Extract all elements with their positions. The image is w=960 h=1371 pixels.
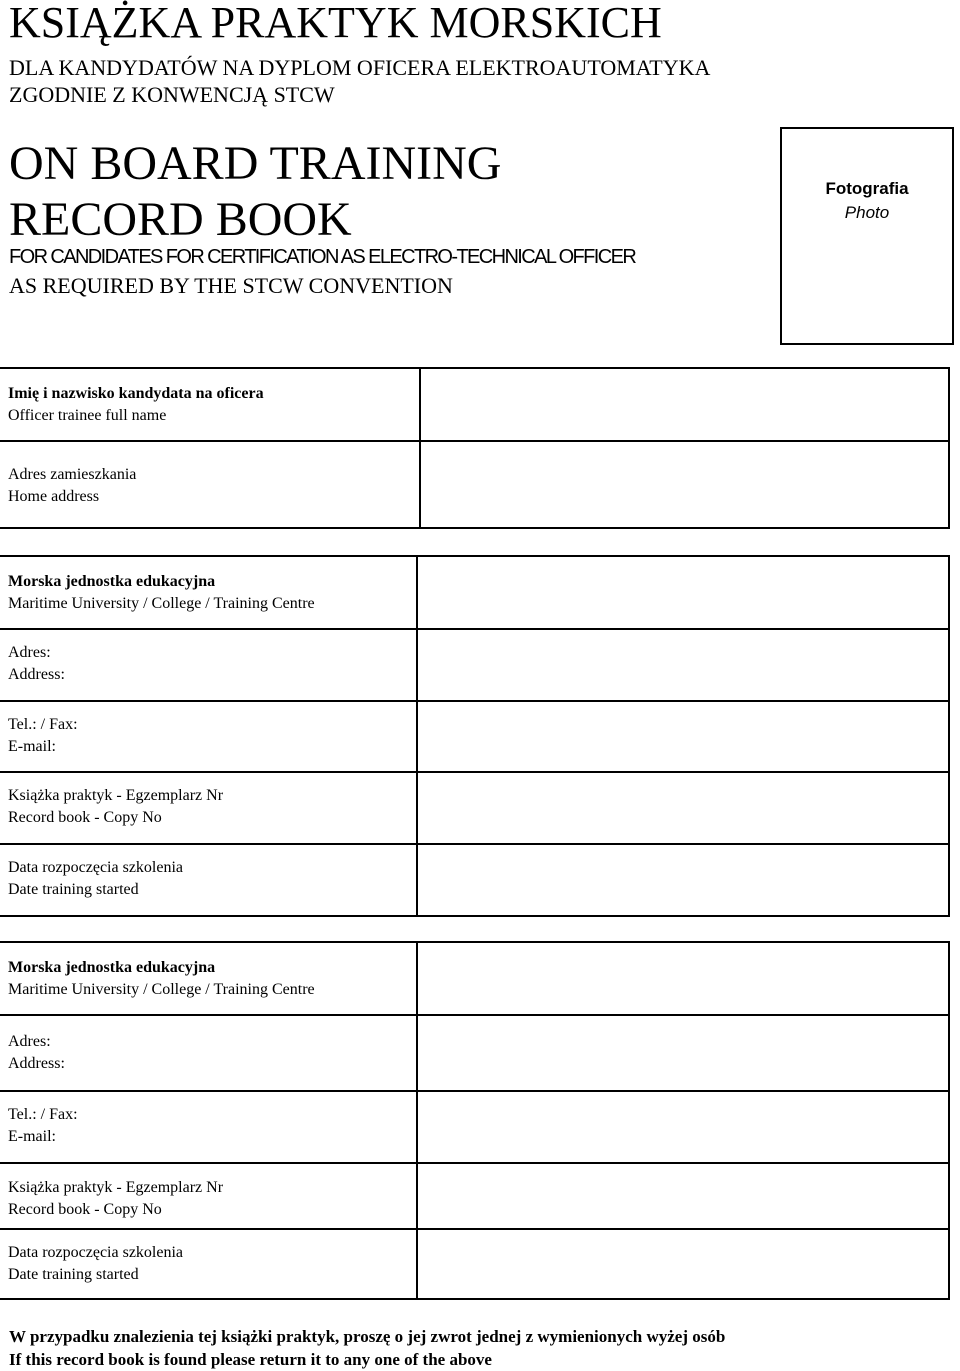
inst1-unit-field[interactable] xyxy=(417,556,949,629)
inst2-copy-label-en: Record book - Copy No xyxy=(8,1201,162,1218)
subtitle-polish-line-1: DLA KANDYDATÓW NA DYPLOM OFICERA ELEKTROAUTOMATYKA xyxy=(9,55,711,80)
trainee-name-label-cell xyxy=(0,368,420,441)
inst1-address-label-pl: Adres: xyxy=(8,644,51,661)
return-notice-en: If this record book is found please return it to any one of the above xyxy=(9,1350,492,1369)
home-address-field[interactable] xyxy=(420,441,949,528)
inst1-tel-label: Tel.: / Fax: xyxy=(8,716,78,733)
inst2-address-label-cell xyxy=(0,1015,417,1091)
inst2-unit-label-en: Maritime University / College / Training Centre xyxy=(8,981,315,998)
inst2-date-field[interactable] xyxy=(417,1229,949,1299)
title-english-line-1: ON BOARD TRAINING xyxy=(9,137,502,190)
subtitle-english-line-2: AS REQUIRED BY THE STCW CONVENTION xyxy=(9,273,453,298)
inst1-date-field[interactable] xyxy=(417,844,949,916)
title-polish: KSIĄŻKA PRAKTYK MORSKICH xyxy=(9,0,662,47)
inst2-address-field[interactable] xyxy=(417,1015,949,1091)
inst2-copy-label-pl: Książka praktyk - Egzemplarz Nr xyxy=(8,1179,224,1196)
trainee-table xyxy=(0,367,950,529)
subtitle-polish xyxy=(9,54,710,108)
inst1-date-label-cell xyxy=(0,844,417,916)
inst2-date-label-cell xyxy=(0,1229,417,1299)
inst2-unit-label-cell xyxy=(0,942,417,1015)
inst1-unit-label-en: Maritime University / College / Training Centre xyxy=(8,595,315,612)
inst1-address-label-en: Address: xyxy=(8,666,65,683)
photo-label-polish: Fotografia xyxy=(825,179,909,198)
inst1-address-label-cell xyxy=(0,629,417,701)
inst2-email-label: E-mail: xyxy=(8,1128,56,1145)
inst1-email-label: E-mail: xyxy=(8,738,56,755)
inst2-copy-field[interactable] xyxy=(417,1163,949,1229)
inst1-contact-field[interactable] xyxy=(417,701,949,772)
inst1-unit-label-pl: Morska jednostka edukacyjna xyxy=(8,573,216,590)
return-notice-pl: W przypadku znalezienia tej książki praktyk, proszę o jej zwrot jednej z wymienionych wyżej osób xyxy=(9,1327,726,1346)
inst1-date-label-en: Date training started xyxy=(8,881,139,898)
inst1-date-label-pl: Data rozpoczęcia szkolenia xyxy=(8,859,184,876)
home-address-label-pl: Adres zamieszkania xyxy=(8,466,137,483)
inst2-contact-label-cell xyxy=(0,1091,417,1163)
inst2-unit-label-pl: Morska jednostka edukacyjna xyxy=(8,959,216,976)
inst2-date-label-pl: Data rozpoczęcia szkolenia xyxy=(8,1244,184,1261)
inst1-unit-label-cell xyxy=(0,556,417,629)
photo-label-english: Photo xyxy=(844,203,890,222)
trainee-name-label-en: Officer trainee full name xyxy=(8,407,167,424)
title-english xyxy=(9,136,501,248)
inst1-copy-label-en: Record book - Copy No xyxy=(8,809,162,826)
institution-2-table xyxy=(0,941,950,1300)
inst2-address-label-pl: Adres: xyxy=(8,1033,51,1050)
trainee-name-field[interactable] xyxy=(420,368,949,441)
return-notice xyxy=(9,1325,725,1371)
institution-1-table xyxy=(0,555,950,917)
inst1-copy-field[interactable] xyxy=(417,772,949,844)
title-english-line-2: RECORD BOOK xyxy=(9,193,352,246)
inst1-contact-label-cell xyxy=(0,701,417,772)
subtitle-polish-line-2: ZGODNIE Z KONWENCJĄ STCW xyxy=(9,82,335,107)
inst1-address-field[interactable] xyxy=(417,629,949,701)
inst1-copy-label-pl: Książka praktyk - Egzemplarz Nr xyxy=(8,787,224,804)
inst2-address-label-en: Address: xyxy=(8,1055,65,1072)
inst2-date-label-en: Date training started xyxy=(8,1266,139,1283)
home-address-label-cell xyxy=(0,441,420,528)
subtitle-english-line-1: FOR CANDIDATES FOR CERTIFICATION AS ELECTRO-TECHNICAL OFFICER xyxy=(9,246,636,268)
inst2-unit-field[interactable] xyxy=(417,942,949,1015)
inst1-copy-label-cell xyxy=(0,772,417,844)
inst2-tel-label: Tel.: / Fax: xyxy=(8,1106,78,1123)
home-address-label-en: Home address xyxy=(8,488,100,505)
inst2-copy-label-cell xyxy=(0,1163,417,1229)
inst2-contact-field[interactable] xyxy=(417,1091,949,1163)
trainee-name-label-pl: Imię i nazwisko kandydata na oficera xyxy=(8,385,264,402)
photo-box[interactable] xyxy=(780,127,954,345)
